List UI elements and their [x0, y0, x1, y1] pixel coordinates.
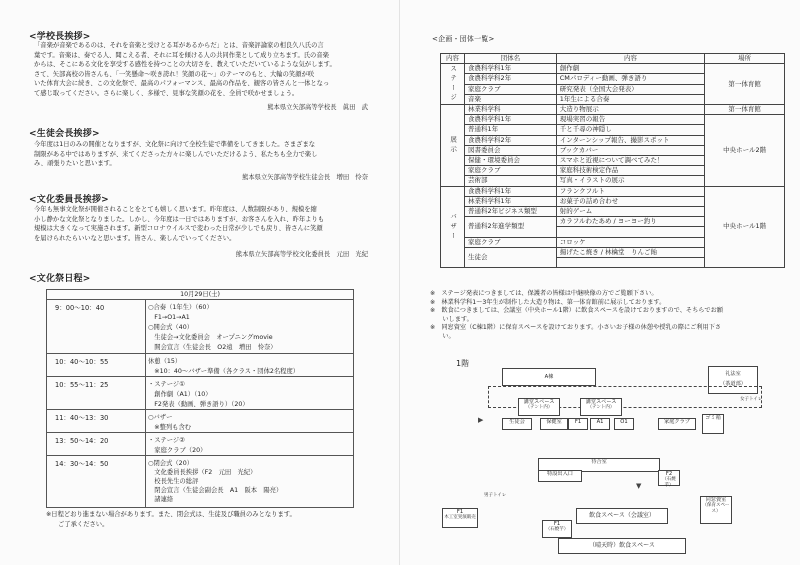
- schedule-divider: [145, 299, 146, 507]
- note-line: ※ 同窓資室（C棟1階）に保育スペースを設けております。小さいお子様の休憩や授乳の際にご利用下さ: [430, 324, 722, 331]
- schedule-item: F1→O1→A1: [148, 314, 190, 321]
- student-council-text: [34, 140, 317, 169]
- room-f2: [658, 470, 680, 486]
- committee-text: [34, 205, 324, 243]
- principal-greeting-heading: <学校長挨拶>: [29, 32, 91, 42]
- outdoor-dining-space: （晴天時）飲食スペース: [558, 538, 686, 554]
- room-label: 講堂スペース: [585, 399, 617, 405]
- group-cell: 家庭クラブ: [464, 84, 556, 94]
- room-sub: （テント内）: [525, 405, 553, 411]
- table-header-row: [441, 54, 785, 64]
- group-cell: 生徒会: [464, 247, 556, 267]
- schedule-item: 開会宣言（生徒会長 O2遠 増田 怜奈）: [148, 344, 277, 351]
- group-cell: 普通科2年ビジネス類型: [464, 207, 556, 217]
- table-row: [441, 105, 785, 115]
- content-cell: コロッケ: [556, 237, 705, 247]
- schedule-row-line: [47, 455, 353, 456]
- schedule-time: 11：40〜13：30: [55, 414, 109, 422]
- room-label: 講堂スペース: [523, 399, 555, 405]
- content-cell: お菓子の詰め合わせ: [556, 196, 705, 206]
- plan-notes: [430, 290, 785, 341]
- text-line: 小し静かな文化祭となりました。しかし、今年度は一日ではありますが、お客さんを入れ、昨年よりも: [34, 215, 325, 223]
- room-sub: 木工室実演販売: [444, 515, 476, 521]
- table-row: [441, 115, 785, 125]
- schedule-item: 諸連絡: [148, 496, 174, 503]
- room-sub: （茶道部）: [720, 381, 746, 387]
- content-cell: 千と千尋の神隠し: [556, 125, 705, 135]
- group-cell: 普通科2年進学類型: [464, 217, 556, 237]
- room-sub: （石焼芋）: [662, 477, 676, 488]
- group-cell: 普通科1年: [464, 125, 556, 135]
- content-text: カラフルわたあめ / ヨーヨー釣り: [559, 217, 657, 226]
- group-cell: 保健・環境委員会: [464, 156, 556, 166]
- student-council-heading: <生徒会長挨拶>: [29, 129, 100, 139]
- location-cell: 第一体育館: [705, 64, 785, 105]
- header-cell: 団体名: [464, 54, 556, 64]
- trash-station: ゴミ箱: [702, 414, 724, 434]
- content-cell: 射的ゲーム: [556, 207, 705, 217]
- schedule-item: 文化委員長挨拶（F2 元田 光紀）: [148, 469, 257, 476]
- group-cell: 音楽: [464, 94, 556, 104]
- content-cell: CMパロディー動画、弾き語り: [556, 74, 705, 84]
- group-cell: 図書委員会: [464, 145, 556, 155]
- floor-map: [440, 358, 785, 558]
- arrow-right-icon: ▶: [478, 416, 484, 424]
- committee-signature: 熊本県立矢部高等学校文化委員長 元田 光紀: [235, 251, 368, 258]
- text-line: 今年度は1日のみの開催となりますが、文化祭に向けて全校生徒で準備をしてきました。さまざまな: [34, 141, 316, 148]
- group-cell: 食農科学科1年: [464, 64, 556, 74]
- schedule-item: F2発表（動画、弾き語り）（20）: [148, 401, 249, 408]
- room-label: F1: [553, 521, 561, 527]
- text-line: み、頑張りたいと思います。: [34, 160, 116, 168]
- room-label: 同窓資室: [705, 497, 727, 503]
- committee-heading: <文化委員長挨拶>: [29, 195, 109, 205]
- lecture-space-2: [580, 398, 622, 416]
- text-line: いた体育大会に続き、この文化祭で、最高のパフォーマンス、最高の作品を、観客の皆さんと一体となっ: [34, 80, 330, 88]
- student-council-signature: 熊本県立矢部高等学校生徒会長 増田 怜奈: [242, 174, 368, 181]
- content-cell: 揚げたこ焼き / 林檎堂 りんご飴: [556, 247, 705, 257]
- womens-toilet: 女子トイレ: [740, 397, 763, 402]
- student-council-room: 生徒会: [502, 418, 532, 430]
- schedule-item: ○バザー: [148, 414, 173, 421]
- text-line: て感じ取ってください。さらに楽しく、多様で、見事な笑顔の花を、全員で咲かせましょう。: [34, 89, 299, 97]
- schedule-item: 休憩（15）: [148, 358, 182, 365]
- content-cell: 1年生による合奏: [556, 94, 705, 104]
- note-line: ※ 林業科学科1〜3年生が制作した大造り物は、第一体育館前に展示しております。: [430, 298, 666, 306]
- room-sub: （テント内）: [587, 405, 615, 411]
- room-sub: （保育スペース）: [702, 503, 730, 514]
- schedule-item: 校長先生の総評: [148, 478, 199, 485]
- nursery-room: [700, 496, 732, 524]
- schedule-note: ※日程どおり進まない場合があります。また、閉会式は、生徒及び職員のみとなります。: [46, 511, 296, 518]
- group-cell: 食農科学科1年: [464, 115, 556, 125]
- text-line: 今年も無事文化祭が開催されることをとても嬉しく思います。昨年度は、人数制限があり、規模を縮: [34, 206, 317, 213]
- table-row: [441, 64, 785, 74]
- wood-workshop: [442, 508, 478, 528]
- arrow-down-icon: ▼: [636, 482, 642, 490]
- location-cell: 第一体育館: [705, 105, 785, 115]
- schedule-row-line: [47, 376, 353, 377]
- a-building: A棟: [502, 368, 596, 386]
- mens-toilet: 男子トイレ: [484, 493, 507, 498]
- content-cell: 創作劇: [556, 64, 705, 74]
- category-bazaar: バザー: [441, 186, 465, 268]
- group-cell: 食農科学科1年: [464, 186, 556, 196]
- schedule-item: ・ステージ②: [148, 437, 185, 444]
- schedule-item: ・ステージ①: [148, 381, 185, 388]
- schedule-date: 10月29日(土): [47, 290, 353, 300]
- floor-label: 1階: [456, 359, 470, 368]
- schedule-item: ※整列も含む: [148, 424, 192, 431]
- text-line: 葉です。音楽は、奏でる人、聞こえる者、それに耳を傾ける人の共同作業として成り立ちます。氏の音楽: [34, 51, 329, 59]
- schedule-row-line: [47, 409, 353, 410]
- content-cell: 大造り物展示: [556, 105, 705, 115]
- group-cell: 食農科学科2年: [464, 74, 556, 84]
- room-sub: （石焼芋）: [545, 527, 569, 533]
- table-row: [441, 186, 785, 196]
- principal-signature: 熊本県立矢部高等学校長 眞田 武: [267, 104, 368, 111]
- category-exhibit: 展示: [441, 105, 465, 187]
- content-cell: [556, 258, 705, 268]
- schedule-heading: <文化祭日程>: [29, 274, 91, 284]
- schedule-item: 生徒会→文化委員会 オープニングmovie: [148, 334, 273, 341]
- content-cell: フランクフルト: [556, 186, 705, 196]
- schedule-note: ご了承ください。: [58, 521, 109, 528]
- group-cell: 家庭クラブ: [464, 166, 556, 176]
- text-line: 「音楽が音楽であるのは、それを音楽と受けとる耳があるからだ」とは、音楽評論家の相良久八氏の言: [34, 42, 324, 49]
- dining-space: 飲食スペース（会議室）: [576, 508, 668, 524]
- group-cell: 食農科学科2年: [464, 135, 556, 145]
- plan-list-title: <企画・団体一覧>: [432, 35, 495, 43]
- text-line: 規模は大きくなって実施されます。新型コロナウイルスで変わった日常が少しでも戻り、皆さんに笑顔: [34, 225, 323, 233]
- schedule-row-line: [47, 353, 353, 354]
- header-cell: 内容: [441, 54, 465, 64]
- room-o1: O1: [614, 418, 634, 430]
- schedule-time: 13：50〜14：20: [55, 437, 109, 445]
- note-line: ※ ステージ発表につきましては、保護者の皆様は中継映像の方でご覧願下さい。: [430, 290, 658, 297]
- schedule-item: 閉会宣言（生徒会副会長 A1 阪本 陽亮）: [148, 487, 283, 494]
- schedule-time: 9：00〜10：40: [55, 304, 105, 312]
- content-cell: 研究発表（全国大会発表）: [556, 84, 705, 94]
- room-label: 礼法室: [725, 371, 741, 377]
- text-line: さて、矢部高校の皆さんも、「一笑懸命〜咲き誇れ！笑顔の花〜」のテーマのもと、大輪の笑顔が咲: [34, 70, 315, 78]
- content-cell: 現場実習の報告: [556, 115, 705, 125]
- room-f1-bottom: [542, 520, 572, 538]
- content-cell: ブックカバー: [556, 145, 705, 155]
- content-cell: インターンシップ報告、撮影スポット: [556, 135, 705, 145]
- schedule-time: 10：55〜11：25: [55, 381, 109, 389]
- content-cell: 写真・イラストの展示: [556, 176, 705, 186]
- location-cell: 中央ホール2階: [705, 115, 785, 186]
- schedule-item: 家庭クラブ（20）: [148, 447, 207, 454]
- schedule-item: ○閉会式（20）: [148, 460, 193, 467]
- group-cell: 家庭クラブ: [464, 237, 556, 247]
- header-cell: 場所: [705, 54, 785, 64]
- schedule-row-line: [47, 432, 353, 433]
- health-room: 保健室: [540, 418, 568, 430]
- room-label: F1: [456, 509, 464, 515]
- category-stage: ステージ: [441, 64, 465, 105]
- schedule-item: ※10：40〜バザー準備（各クラス・団体2名程度）: [148, 368, 300, 375]
- home-club-room: 家庭クラブ: [658, 418, 696, 430]
- principal-greeting-text: [34, 41, 336, 99]
- content-cell: [556, 217, 705, 227]
- content-cell: [556, 227, 705, 237]
- waiting-room: 待合室: [538, 458, 660, 472]
- note-line: い。: [430, 332, 455, 340]
- room-f1: F1: [568, 418, 588, 430]
- schedule-time: 14：30〜14：50: [55, 460, 109, 468]
- special-entrance: 特設出入口: [538, 470, 582, 482]
- schedule-item: 創作劇（A1）（10）: [148, 391, 212, 398]
- header-cell: 内容: [556, 54, 705, 64]
- schedule-time: 10：40〜10：55: [55, 358, 109, 366]
- content-cell: 家庭科技術検定作品: [556, 166, 705, 176]
- room-a1: A1: [590, 418, 610, 430]
- location-cell: 中央ホール1階: [705, 186, 785, 268]
- text-line: を届けられたらいいなと思います。皆さん、楽しんでいってください。: [34, 234, 236, 242]
- schedule-item: ○合奏（1年生）（60）: [148, 304, 213, 311]
- note-line: いします。: [430, 315, 473, 323]
- schedule-item: ○開会式（40）: [148, 324, 193, 331]
- text-line: 制限がある中ではありますが、来てくださった方々に楽しんでいただけるよう、私たちも全力で楽し: [34, 150, 318, 158]
- lecture-space-1: [518, 398, 560, 416]
- plan-table: [440, 53, 785, 268]
- room-label: F2: [665, 471, 673, 477]
- text-line: からは、そこにある文化を享受する感性を持つことの大切さを、教えていただいているような気がします。: [34, 61, 336, 69]
- note-line: ※ 飲食につきましては、会議室（中央ホール1階）に飲食スペースを設けておりますので、そちらでお願: [430, 307, 723, 314]
- content-cell: スマホと近視について調べてみた！: [556, 156, 705, 166]
- group-cell: 芸術部: [464, 176, 556, 186]
- schedule-table: [46, 289, 354, 508]
- group-cell: 林業科学科1年: [464, 196, 556, 206]
- group-cell: 林業科学科: [464, 105, 556, 115]
